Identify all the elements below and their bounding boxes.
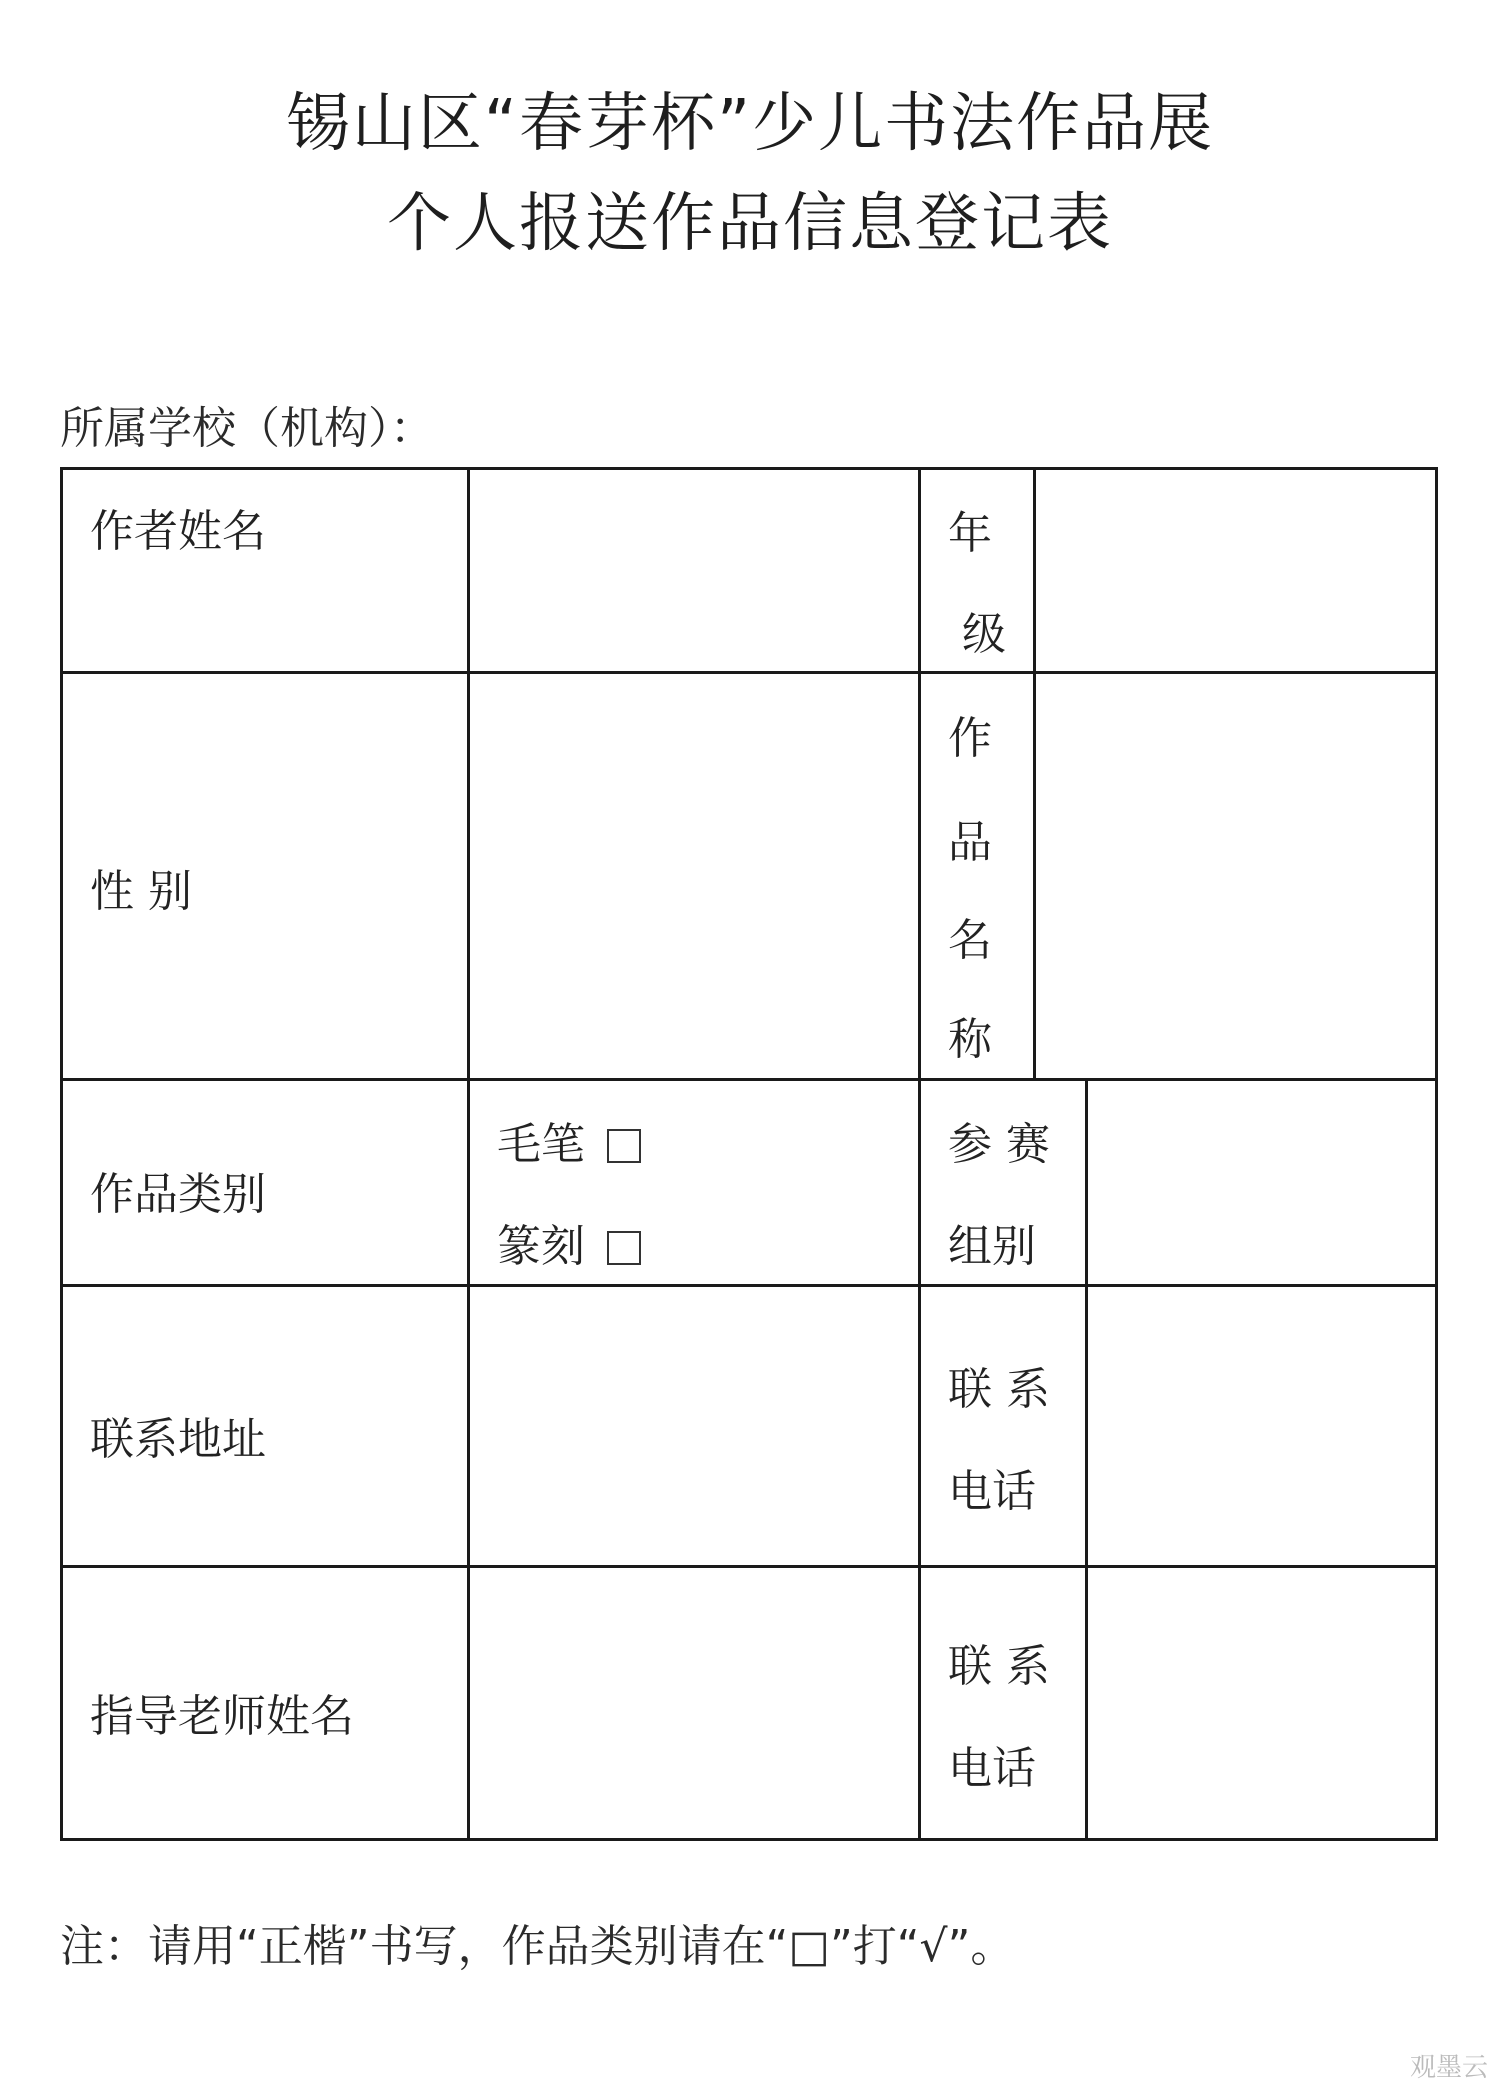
school-label: 所属学校（机构）： (60, 403, 434, 454)
author-name-field[interactable] (470, 470, 918, 671)
address-label: 联系地址 (90, 1414, 266, 1465)
work-title-char: 名 (948, 915, 992, 966)
seal-checkbox[interactable] (607, 1231, 641, 1265)
footnote: 注：请用“正楷”书写，作品类别请在“□”打“√”。 (60, 1921, 1015, 1972)
work-title-char: 品 (948, 817, 992, 868)
col-divider (918, 467, 921, 1841)
seal-label: 篆刻 (497, 1221, 585, 1272)
teacher-phone-label-1: 联 系 (948, 1641, 1050, 1692)
watermark-logo: 观墨云 (1409, 2053, 1488, 2083)
work-title-char: 作 (948, 713, 992, 764)
gender-label: 性 别 (90, 866, 192, 917)
work-title-char: 称 (948, 1014, 992, 1065)
work-title-field[interactable] (1036, 674, 1435, 1078)
phone-label-2: 电话 (948, 1466, 1036, 1517)
form-subtitle: 个人报送作品信息登记表 (387, 187, 1113, 261)
seal-option[interactable] (497, 1210, 641, 1274)
category-label: 作品类别 (90, 1169, 266, 1220)
grade-field[interactable] (1036, 470, 1435, 671)
brush-option[interactable] (497, 1108, 641, 1172)
author-name-label: 作者姓名 (90, 506, 266, 557)
table-border-bottom (60, 1838, 1438, 1841)
group-label-1: 参 赛 (948, 1119, 1050, 1170)
brush-label: 毛笔 (497, 1119, 585, 1170)
phone-field[interactable] (1088, 1287, 1435, 1565)
group-field[interactable] (1088, 1081, 1435, 1284)
teacher-phone-label-2: 电话 (948, 1743, 1036, 1794)
grade-label-2: 级 (962, 609, 1006, 660)
teacher-name-label: 指导老师姓名 (90, 1691, 354, 1742)
group-label-2: 组别 (948, 1221, 1036, 1272)
teacher-name-field[interactable] (470, 1568, 918, 1838)
teacher-phone-field[interactable] (1088, 1568, 1435, 1838)
gender-field[interactable] (470, 674, 918, 1078)
form-title: 锡山区“春芽杯”少儿书法作品展 (285, 87, 1215, 161)
phone-label-1: 联 系 (948, 1364, 1050, 1415)
grade-label-1: 年 (948, 508, 992, 559)
brush-checkbox[interactable] (607, 1129, 641, 1163)
address-field[interactable] (470, 1287, 918, 1565)
